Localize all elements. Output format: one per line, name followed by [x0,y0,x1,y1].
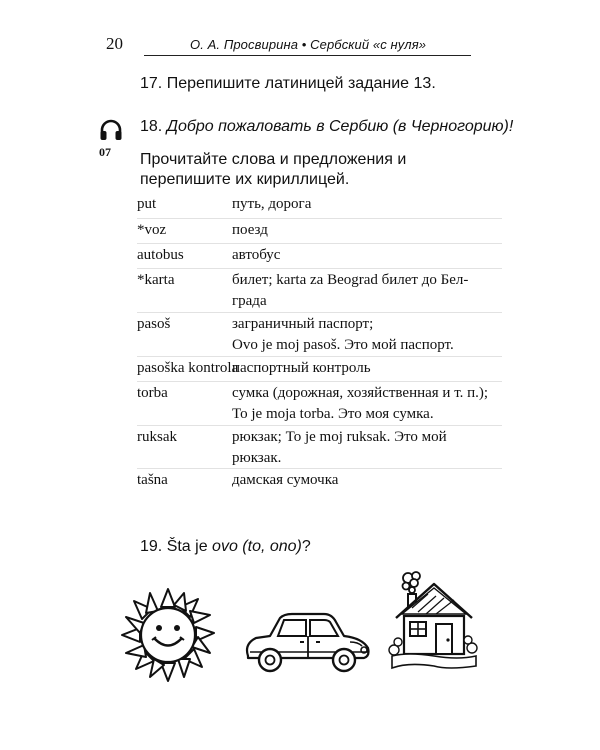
vocab-term: pasoš [137,316,171,332]
row-divider [137,218,502,219]
vocab-definition-line: сумка (дорожная, хозяйственная и т. п.); [232,385,489,401]
row-divider [137,468,502,469]
task-18-heading: Добро пожаловать в Сербию (в Черногорию)! [166,118,514,135]
task-19-italic: ovo (to, ono) [212,538,302,555]
vocab-definition [232,220,504,241]
vocab-definition [232,194,504,215]
vocab-term: tašna [137,472,168,488]
task-19-suffix: ? [301,538,311,555]
vocab-term: put [137,196,157,212]
row-divider [137,243,502,244]
vocab-definition-line: дамская сумочка [232,472,339,488]
task-19-prefix: 19. Šta je [140,538,213,555]
vocab-term: *karta [137,272,175,288]
vocab-definition-line: путь, дорога [232,196,312,212]
car-drawing [240,608,375,678]
row-divider [137,312,502,313]
vocab-definition [232,314,504,356]
house-drawing [388,570,480,675]
task-18-instruction: Прочитайте слова и предложения и перепишите их кириллицей. [140,151,407,188]
vocab-term: pasoška kontrola [137,360,239,376]
sun-drawing [118,585,218,685]
vocab-term: torba [137,385,168,401]
audio-track-number: 07 [99,145,111,159]
task-18-number: 18. [140,118,163,135]
row-divider [137,381,502,382]
vocab-definition-line: автобус [232,247,281,263]
task-17: 17. Перепишите латиницей задание 13. [140,75,436,92]
running-title: О. А. Просвирина • Сербский «с нуля» [190,37,427,52]
vocab-term: autobus [137,247,184,263]
vocab-definition [232,358,504,379]
vocab-definition-line: паспортный контроль [232,360,371,376]
vocab-definition-line: Ovo je moj pasoš. Это мой паспорт. [232,337,454,353]
vocab-definition-line: рюкзак. [232,450,282,466]
vocab-definition-line: града [232,293,267,309]
vocab-term: *voz [137,222,167,238]
vocab-definition-line: билет; karta za Beograd билет до Бел- [232,272,469,288]
page-number: 20 [106,34,123,53]
vocab-definition-line: To je moja torba. Это моя сумка. [232,406,434,422]
vocab-definition-line: заграничный паспорт; [232,316,374,332]
row-divider [137,425,502,426]
task-18-title [140,118,513,136]
vocab-definition [232,470,504,491]
header-rule [144,55,471,56]
vocab-definition [232,270,504,312]
row-divider [137,356,502,357]
vocab-term: ruksak [137,429,177,445]
vocab-definition [232,427,504,469]
vocab-definition-line: поезд [232,222,268,238]
vocab-definition-line: рюкзак; To je moj ruksak. Это мой [232,429,447,445]
vocab-definition [232,245,504,266]
task-19 [140,538,311,556]
row-divider [137,268,502,269]
headphones-icon [99,118,123,142]
vocab-definition [232,383,504,425]
